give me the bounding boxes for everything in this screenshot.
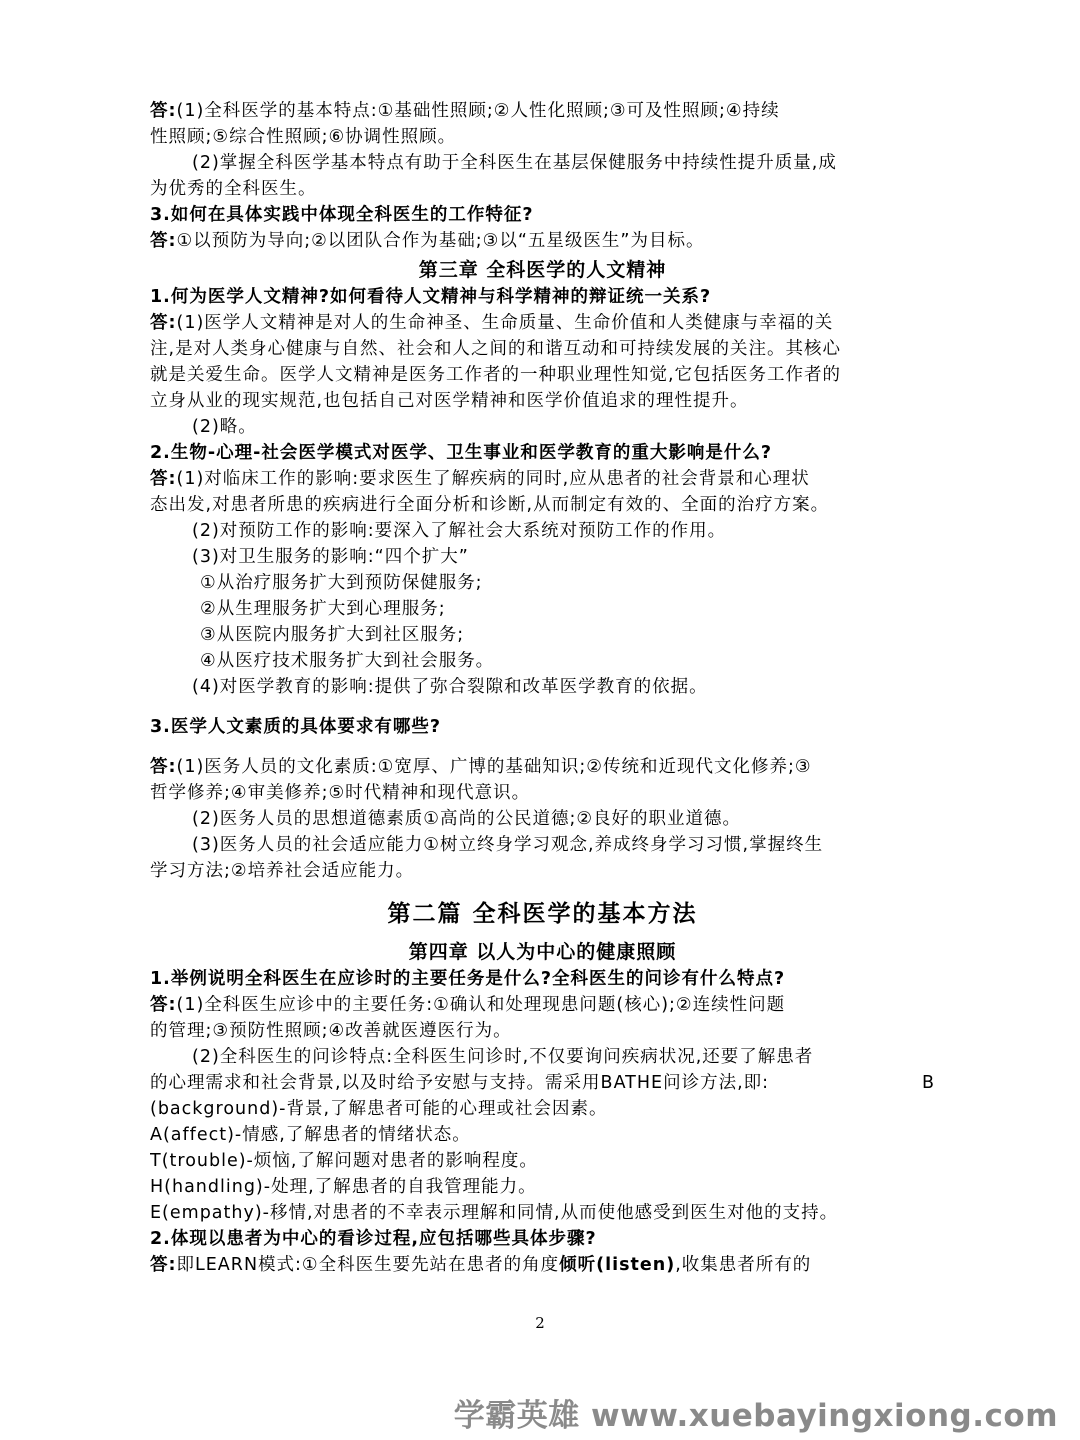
indented-paragraph: (3)医务人员的社会适应能力①树立终身学习观念,养成终身学习习惯,掌握终生: [192, 835, 824, 855]
answer-line: [150, 1252, 935, 1278]
answer-text: (1)医务人员的文化素质:①宽厚、广博的基础知识;②传统和近现代文化修养;③: [176, 757, 812, 777]
paragraph-line: (background)-背景,了解患者可能的心理或社会因素。: [150, 1099, 608, 1119]
paragraph-line: A(affect)-情感,了解患者的情绪状态。: [150, 1125, 471, 1145]
question-heading: 2.体现以患者为中心的看诊过程,应包括哪些具体步骤?: [150, 1229, 597, 1249]
indented-paragraph: (2)全科医生的问诊特点:全科医生问诊时,不仅要询问疾病状况,还要了解患者: [192, 1047, 814, 1067]
paragraph-text: 的心理需求和社会背景,以及时给予安慰与支持。需采用BATHE问诊方法,即:: [150, 1073, 770, 1093]
paragraph-tail: B: [921, 1073, 935, 1093]
paragraph-line: 学习方法;②培养社会适应能力。: [150, 861, 415, 881]
answer-text: 即LEARN模式:①全科医生要先站在患者的角度: [176, 1255, 560, 1275]
indented-paragraph: (2)对预防工作的影响:要深入了解社会大系统对预防工作的作用。: [192, 521, 727, 541]
answer-line: [150, 228, 935, 254]
list-item: ①从治疗服务扩大到预防保健服务;: [200, 573, 483, 593]
list-item: ③从医院内服务扩大到社区服务;: [200, 625, 465, 645]
paragraph-line: E(empathy)-移情,对患者的不幸表示理解和同情,从而使他感受到医生对他的支持。: [150, 1203, 839, 1223]
indented-paragraph: (2)略。: [192, 417, 257, 437]
answer-text: (1)全科医学的基本特点:①基础性照顾;②人性化照顾;③可及性照顾;④持续: [176, 101, 780, 121]
spacer: [150, 700, 935, 714]
paragraph-line: 哲学修养;④审美修养;⑤时代精神和现代意识。: [150, 783, 531, 803]
part-title: 第二篇 全科医学的基本方法: [387, 900, 698, 927]
indented-paragraph: (2)医务人员的思想道德素质①高尚的公民道德;②良好的职业道德。: [192, 809, 742, 829]
question-heading: 3.如何在具体实践中体现全科医生的工作特征?: [150, 205, 534, 225]
answer-label: 答:: [150, 313, 177, 333]
paragraph-line: 性照顾;⑤综合性照顾;⑥协调性照顾。: [150, 127, 457, 147]
answer-label: 答:: [150, 101, 177, 121]
question-heading: 2.生物-心理-社会医学模式对医学、卫生事业和医学教育的重大影响是什么?: [150, 443, 772, 463]
answer-text: ①以预防为导向;②以团队合作为基础;③以“五星级医生”为目标。: [176, 231, 705, 251]
watermark: 学霸英雄 www.xuebayingxiong.com: [453, 1398, 1058, 1434]
answer-label: 答:: [150, 469, 177, 489]
answer-text: (1)对临床工作的影响:要求医生了解疾病的同时,应从患者的社会背景和心理状: [176, 469, 810, 489]
answer-line: [150, 992, 935, 1018]
paragraph-line: 为优秀的全科医生。: [150, 179, 317, 199]
answer-line: [150, 98, 935, 124]
paragraph-line: [150, 1070, 935, 1096]
spacer: [150, 740, 935, 754]
paragraph-line: 立身从业的现实规范,也包括自己对医学精神和医学价值追求的理性提升。: [150, 391, 749, 411]
question-heading: 1.举例说明全科医生在应诊时的主要任务是什么?全科医生的问诊有什么特点?: [150, 969, 786, 989]
answer-line: [150, 466, 935, 492]
page-number: 2: [535, 1314, 545, 1332]
list-item: ④从医疗技术服务扩大到社会服务。: [200, 651, 495, 671]
answer-label: 答:: [150, 757, 177, 777]
paragraph-line: 的管理;③预防性照顾;④改善就医遵医行为。: [150, 1021, 512, 1041]
emphasis-text: 倾听(listen): [559, 1255, 676, 1275]
question-heading: 3.医学人文素质的具体要求有哪些?: [150, 717, 441, 737]
paragraph-line: 态出发,对患者所患的疾病进行全面分析和诊断,从而制定有效的、全面的治疗方案。: [150, 495, 830, 515]
paragraph-line: 就是关爱生命。医学人文精神是医务工作者的一种职业理性知觉,它包括医务工作者的: [150, 365, 842, 385]
answer-label: 答:: [150, 995, 177, 1015]
indented-paragraph: (3)对卫生服务的影响:“四个扩大”: [192, 547, 469, 567]
answer-text-rest: ,收集患者所有的: [675, 1255, 812, 1275]
chapter-title: 第三章 全科医学的人文精神: [418, 259, 667, 281]
document-body: [150, 98, 935, 1278]
indented-paragraph: (2)掌握全科医学基本特点有助于全科医生在基层保健服务中持续性提升质量,成: [192, 153, 837, 173]
list-item: ②从生理服务扩大到心理服务;: [200, 599, 446, 619]
answer-label: 答:: [150, 231, 177, 251]
answer-text: (1)全科医生应诊中的主要任务:①确认和处理现患问题(核心);②连续性问题: [176, 995, 786, 1015]
answer-text: (1)医学人文精神是对人的生命神圣、生命质量、生命价值和人类健康与幸福的关: [176, 313, 834, 333]
question-heading: 1.何为医学人文精神?如何看待人文精神与科学精神的辩证统一关系?: [150, 287, 712, 307]
answer-label: 答:: [150, 1255, 177, 1275]
paragraph-line: H(handling)-处理,了解患者的自我管理能力。: [150, 1177, 537, 1197]
paragraph-line: 注,是对人类身心健康与自然、社会和人之间的和谐互动和可持续发展的关注。其核心: [150, 339, 842, 359]
indented-paragraph: (4)对医学教育的影响:提供了弥合裂隙和改革医学教育的依据。: [192, 677, 708, 697]
paragraph-line: T(trouble)-烦恼,了解问题对患者的影响程度。: [150, 1151, 538, 1171]
answer-line: [150, 310, 935, 336]
answer-line: [150, 754, 935, 780]
chapter-title: 第四章 以人为中心的健康照顾: [408, 941, 677, 963]
